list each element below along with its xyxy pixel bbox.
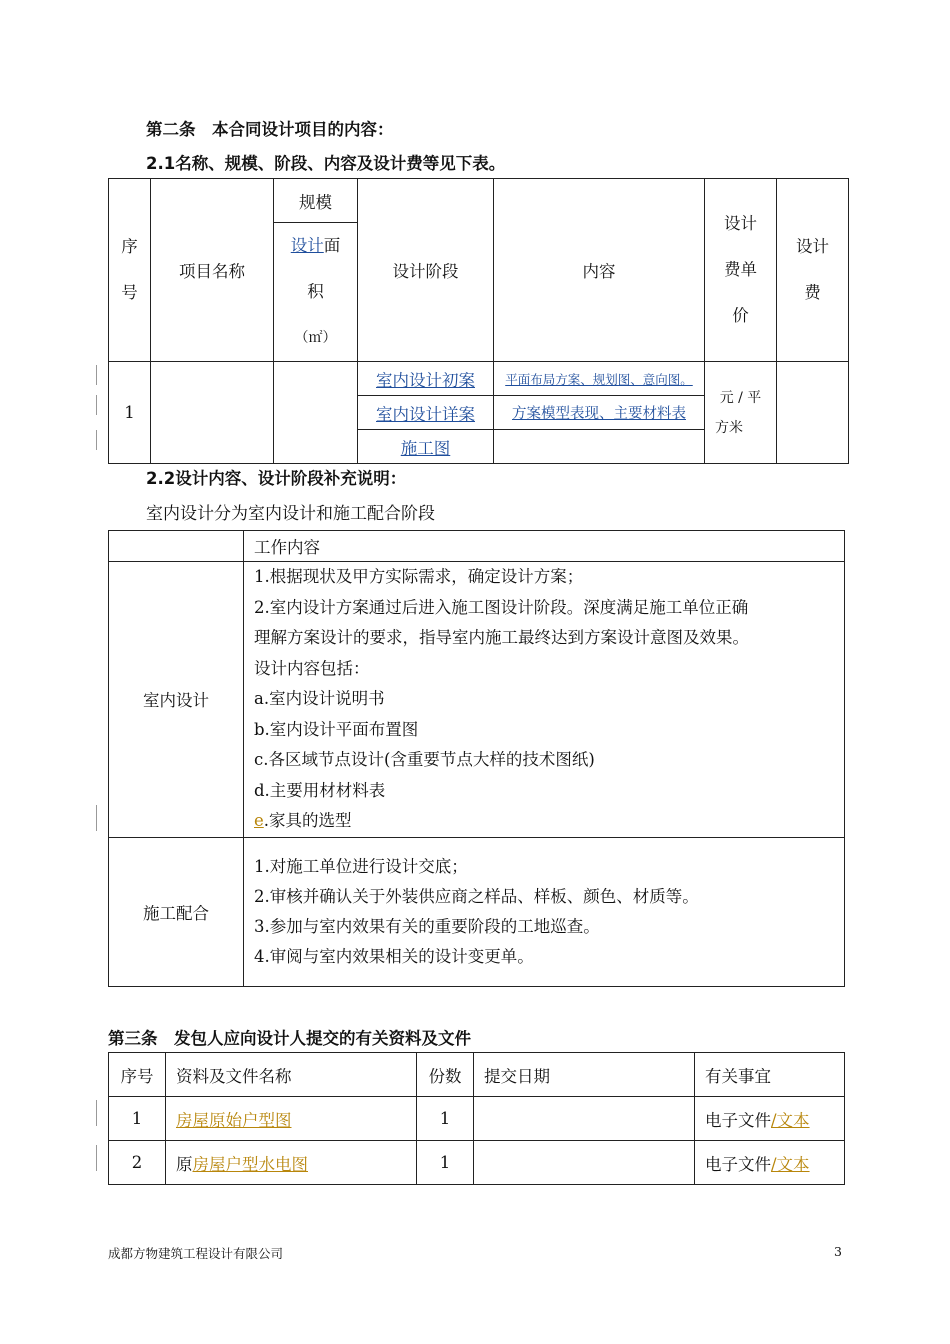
content-construction-drawing bbox=[494, 430, 705, 464]
header-content: 内容 bbox=[494, 179, 705, 362]
doc-row-count: 1 bbox=[417, 1097, 474, 1141]
design-area-link[interactable]: 设计 bbox=[290, 236, 324, 255]
unit-price-value: 元 / 平 方米 bbox=[705, 362, 777, 464]
stage-detailed[interactable]: 室内设计详案 bbox=[358, 396, 494, 430]
content-preliminary[interactable]: 平面布局方案、规划图、意向图。 bbox=[494, 362, 705, 396]
construction-coordination-label: 施工配合 bbox=[109, 837, 244, 986]
interior-design-content: 1.根据现状及甲方实际需求，确定设计方案； 2.室内设计方案通过后进入施工图设计阶段。深度满足施工单位正确 理解方案设计的要求，指导室内施工最终达到方案设计意图及效果。 设计内容包括： a.室内设计说明书 b.室内设计平面布置图 c.各区域节点设计(含重要节点大样的技术图纸) d.主要用材材料表 e.家具的选型 bbox=[244, 562, 845, 838]
stage-preliminary[interactable]: 室内设计初案 bbox=[358, 362, 494, 396]
doc-row-notes: 电子文件/文本 bbox=[695, 1141, 845, 1185]
doc-row-date bbox=[474, 1141, 695, 1185]
doc-name-link[interactable]: 房屋原始户型图 bbox=[176, 1110, 292, 1130]
col-header-notes: 有关事宜 bbox=[695, 1053, 845, 1097]
row-number: 1 bbox=[109, 362, 151, 464]
doc-row-count: 1 bbox=[417, 1141, 474, 1185]
work-content-table bbox=[108, 530, 845, 987]
col-header-date: 提交日期 bbox=[474, 1053, 695, 1097]
doc-row-name bbox=[166, 1097, 417, 1141]
doc-name-link[interactable]: 房屋户型水电图 bbox=[192, 1154, 308, 1174]
doc-row-name: 原房屋户型水电图 bbox=[166, 1141, 417, 1185]
margin-mark bbox=[96, 1100, 97, 1126]
doc-row-no: 2 bbox=[109, 1141, 166, 1185]
margin-mark bbox=[96, 1145, 97, 1171]
header-design-fee: 设计 费 bbox=[777, 179, 849, 362]
design-fee-value bbox=[777, 362, 849, 464]
stage-construction-drawing[interactable]: 施工图 bbox=[358, 430, 494, 464]
section-2-2-intro: 室内设计分为室内设计和施工配合阶段 bbox=[146, 504, 435, 524]
construction-coordination-content: 1.对施工单位进行设计交底； 2.审核并确认关于外装供应商之样品、样板、颜色、材质等。 3.参加与室内效果有关的重要阶段的工地巡查。 4.审阅与室内效果相关的设计变更单。 bbox=[244, 837, 845, 986]
col-header-no: 序号 bbox=[109, 1053, 166, 1097]
interior-design-label: 室内设计 bbox=[109, 562, 244, 838]
doc-note-link[interactable]: /文本 bbox=[771, 1154, 810, 1174]
content-detailed[interactable]: 方案模型表现、主要材料表 bbox=[494, 396, 705, 430]
section-2-1-heading: 2.1名称、规模、阶段、内容及设计费等见下表。 bbox=[146, 154, 506, 173]
doc-row-no: 1 bbox=[109, 1097, 166, 1141]
margin-mark bbox=[96, 805, 97, 831]
row-project-name bbox=[151, 362, 274, 464]
header-project-name: 项目名称 bbox=[151, 179, 274, 362]
margin-mark bbox=[96, 365, 97, 385]
section-2-2-heading: 2.2设计内容、设计阶段补充说明： bbox=[146, 469, 407, 488]
header-unit-price: 设计 费单 价 bbox=[705, 179, 777, 362]
margin-mark bbox=[96, 430, 97, 450]
design-project-table bbox=[108, 178, 849, 464]
section-3-title: 第三条 发包人应向设计人提交的有关资料及文件 bbox=[108, 1029, 471, 1048]
doc-row-date bbox=[474, 1097, 695, 1141]
col-header-count: 份数 bbox=[417, 1053, 474, 1097]
table-row bbox=[109, 1097, 845, 1141]
header-design-area: 设计面 积 （㎡） bbox=[274, 223, 358, 362]
work-table-corner bbox=[109, 531, 244, 562]
client-documents-table bbox=[108, 1052, 845, 1185]
work-content-header: 工作内容 bbox=[244, 531, 845, 562]
item-e-link[interactable]: e bbox=[254, 811, 264, 830]
row-design-area bbox=[274, 362, 358, 464]
footer-company: 成都方物建筑工程设计有限公司 bbox=[108, 1246, 284, 1261]
doc-note-link[interactable]: /文本 bbox=[771, 1110, 810, 1130]
header-design-stage: 设计阶段 bbox=[358, 179, 494, 362]
header-scale: 规模 bbox=[274, 179, 358, 223]
header-no: 序 号 bbox=[109, 179, 151, 362]
margin-mark bbox=[96, 395, 97, 415]
section-2-title: 第二条 本合同设计项目的内容： bbox=[146, 120, 394, 139]
doc-row-notes: 电子文件/文本 bbox=[695, 1097, 845, 1141]
table-row bbox=[109, 1141, 845, 1185]
page-number: 3 bbox=[834, 1244, 842, 1259]
col-header-doc-name: 资料及文件名称 bbox=[166, 1053, 417, 1097]
